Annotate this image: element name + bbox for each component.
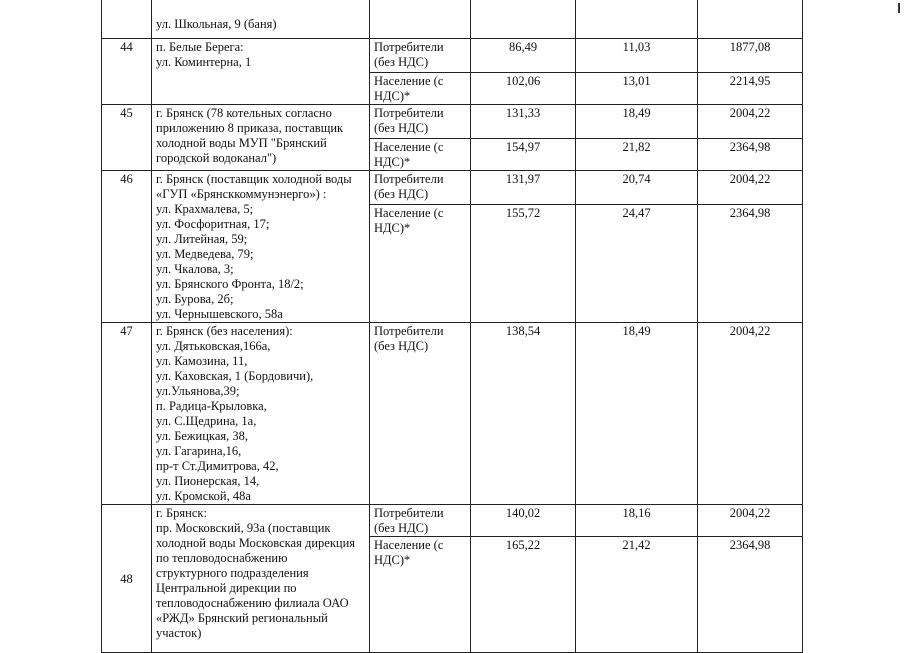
tariff-value-2-cell: 21,42 xyxy=(576,537,698,653)
tariff-value-1-cell: 140,02 xyxy=(471,505,576,537)
tariff-value-2-cell: 18,49 xyxy=(576,323,698,505)
consumer-category-cell: Потребители (без НДС) xyxy=(370,105,471,139)
table-row xyxy=(102,323,803,505)
consumer-category-cell: Потребители (без НДС) xyxy=(370,323,471,505)
tariff-value-3-cell: 2214,95 xyxy=(698,73,803,105)
row-number-cell: 48 xyxy=(102,505,152,653)
tariff-value-3-cell: 2364,98 xyxy=(698,537,803,653)
tariff-value-1-cell: 138,54 xyxy=(471,323,576,505)
row-number-cell: 45 xyxy=(102,105,152,171)
tariff-value-3-cell: 2004,22 xyxy=(698,171,803,205)
tariff-value-1-cell: 165,22 xyxy=(471,537,576,653)
table-row xyxy=(102,0,803,39)
tariff-value-3-cell: 2004,22 xyxy=(698,105,803,139)
consumer-category-cell: Население (с НДС)* xyxy=(370,73,471,105)
tariff-value-3-cell: 2004,22 xyxy=(698,505,803,537)
consumer-category-cell: Население (с НДС)* xyxy=(370,139,471,171)
row-number-cell xyxy=(102,0,152,39)
tariff-value-3-cell xyxy=(698,0,803,39)
table-row xyxy=(102,105,803,139)
location-cell: г. Брянск: пр. Московский, 93а (поставщик холодной воды Московская дирекция по тепловодоснабжению структурного подразделения Центральной дирекции по тепловодоснабжению филиала ОАО «РЖД» Брянский региональный участок) xyxy=(152,505,370,653)
tariff-table-body xyxy=(102,0,803,653)
row-number-cell: 47 xyxy=(102,323,152,505)
tariff-table xyxy=(101,0,803,653)
consumer-category-cell: Потребители (без НДС) xyxy=(370,39,471,73)
tariff-value-3-cell: 2364,98 xyxy=(698,204,803,322)
tariff-value-1-cell: 131,97 xyxy=(471,171,576,205)
tariff-value-2-cell: 13,01 xyxy=(576,73,698,105)
tariff-value-2-cell: 18,16 xyxy=(576,505,698,537)
tariff-value-2-cell: 18,49 xyxy=(576,105,698,139)
tariff-value-1-cell xyxy=(471,0,576,39)
tariff-value-2-cell: 21,82 xyxy=(576,139,698,171)
tariff-value-1-cell: 86,49 xyxy=(471,39,576,73)
tariff-value-1-cell: 102,06 xyxy=(471,73,576,105)
location-cell: ул. Школьная, 9 (баня) xyxy=(152,0,370,39)
location-cell: г. Брянск (78 котельных согласно приложению 8 приказа, поставщик холодной воды МУП "Брянский городской водоканал") xyxy=(152,105,370,171)
location-cell: п. Белые Берега: ул. Коминтерна, 1 xyxy=(152,39,370,105)
table-row xyxy=(102,171,803,205)
tariff-value-2-cell xyxy=(576,0,698,39)
tariff-value-3-cell: 1877,08 xyxy=(698,39,803,73)
tariff-value-1-cell: 155,72 xyxy=(471,204,576,322)
consumer-category-cell: Потребители (без НДС) xyxy=(370,505,471,537)
table-row xyxy=(102,39,803,73)
consumer-category-cell xyxy=(370,0,471,39)
consumer-category-cell: Население (с НДС)* xyxy=(370,204,471,322)
tariff-value-3-cell: 2364,98 xyxy=(698,139,803,171)
location-cell: г. Брянск (поставщик холодной воды «ГУП «Брянсккоммунэнерго») : ул. Крахмалева, 5; ул. Фосфоритная, 17; ул. Литейная, 59; ул. Медведева, 79; ул. Чкалова, 3; ул. Брянского Фронта, 18/2; ул. Бурова, 2б; ул. Чернышевского, 58а xyxy=(152,171,370,323)
tariff-value-2-cell: 11,03 xyxy=(576,39,698,73)
consumer-category-cell: Население (с НДС)* xyxy=(370,537,471,653)
tariff-value-3-cell: 2004,22 xyxy=(698,323,803,505)
tariff-value-1-cell: 131,33 xyxy=(471,105,576,139)
tariff-value-1-cell: 154,97 xyxy=(471,139,576,171)
table-row xyxy=(102,505,803,537)
consumer-category-cell: Потребители (без НДС) xyxy=(370,171,471,205)
row-number-cell: 46 xyxy=(102,171,152,323)
tariff-value-2-cell: 24,47 xyxy=(576,204,698,322)
tariff-value-2-cell: 20,74 xyxy=(576,171,698,205)
location-cell: г. Брянск (без населения): ул. Дятьковская,166а, ул. Камозина, 11, ул. Каховская, 1 (Бордовичи), ул.Ульянова,39; п. Радица-Крыловка, ул. С.Щедрина, 1а, ул. Бежицкая, 38, ул. Гагарина,16, пр-т Ст.Димитрова, 42, ул. Пионерская, 14, ул. Кромской, 48а xyxy=(152,323,370,505)
scan-edge-mark xyxy=(898,3,900,13)
row-number-cell: 44 xyxy=(102,39,152,105)
